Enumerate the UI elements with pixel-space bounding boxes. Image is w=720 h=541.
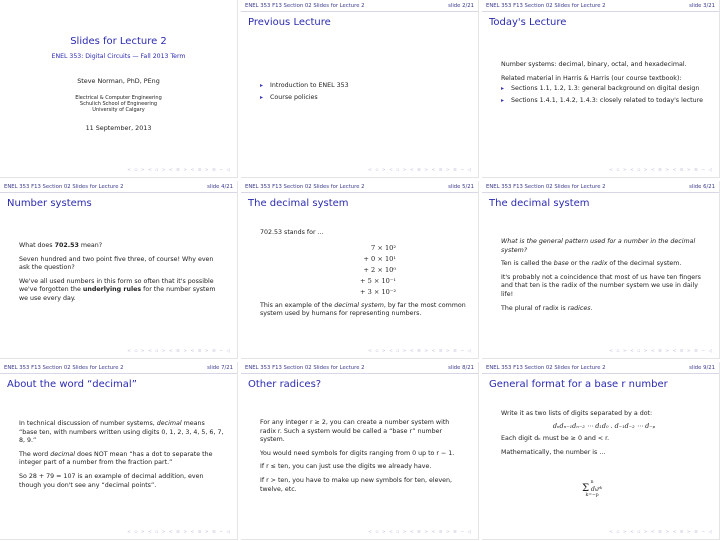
equation-term: + 3 × 10⁻² (359, 287, 396, 296)
header-page: slide 7/21 (207, 365, 233, 371)
header-page: slide 6/21 (689, 184, 715, 190)
slide-3 (482, 0, 720, 178)
slide-5 (241, 181, 479, 359)
paragraph: Related material in Harris & Harris (our course textbook): (501, 74, 682, 82)
sum-lower-limit: k=−p (585, 493, 599, 498)
equation-term: + 0 × 10¹ (363, 254, 396, 263)
slide-body (501, 238, 707, 318)
paragraph: We've all used numbers in this form so often that it's possible we've forgotten the underlying rules for the number system we use every day. (19, 277, 216, 302)
slide-title: Other radices? (248, 379, 322, 390)
slide-body (501, 410, 707, 462)
header-course: ENEL 353 F13 Section 02 Slides for Lecture 2 (245, 3, 365, 9)
paragraph: If r ≤ ten, you can just use the digits we already have. (260, 463, 432, 471)
slide-header (482, 362, 719, 374)
header-course: ENEL 353 F13 Section 02 Slides for Lecture 2 (4, 365, 124, 371)
affiliation-school: Schulich School of Engineering (79, 101, 158, 107)
header-page: slide 5/21 (448, 184, 474, 190)
slide-body (260, 82, 466, 105)
paragraph: For any integer r ≥ 2, you can create a number system with radix r. Such a system would be called a “base r” number system. (260, 419, 450, 444)
slide-header (241, 181, 478, 193)
slide-body (19, 242, 225, 309)
slide-7 (0, 362, 238, 540)
paragraph: Write it as two lists of digits separated by a dot: (501, 410, 653, 417)
course-subtitle: ENEL 353: Digital Circuits — Fall 2013 Term (51, 53, 186, 60)
paragraph: It's probably not a coincidence that most of us have ten fingers and that ten is the radix of the number system we use in daily life! (501, 273, 701, 298)
slide-header (241, 0, 478, 12)
bullet-item: ▸ Course policies (260, 94, 466, 103)
nav-controls[interactable]: < ▫ > < ▫ > < ≡ > < ≡ > ≡ ∽ ◁ (609, 349, 713, 354)
sum-upper-limit: n (590, 480, 594, 485)
bullet-item: ▸ Introduction to ENEL 353 (260, 82, 466, 91)
paragraph: If r > ten, you have to make up new symbols for ten, eleven, twelve, etc. (260, 476, 453, 493)
expansion-equation (260, 243, 466, 298)
summation-formula (582, 480, 602, 499)
lecture-title: Slides for Lecture 2 (70, 36, 167, 47)
sum-expression: Σ dₖrᵏ (582, 483, 603, 494)
paragraph: Ten is called the base or the radix of the decimal system. (501, 260, 682, 268)
header-course: ENEL 353 F13 Section 02 Slides for Lecture 2 (486, 365, 606, 371)
paragraph: What does 702.53 mean? (19, 242, 103, 249)
paragraph: Mathematically, the number is ... (501, 448, 606, 456)
slide-title: About the word “decimal” (7, 379, 137, 390)
slide-9 (482, 362, 720, 540)
paragraph: This an example of the decimal system, by far the most common system used by humans for representing numbers. (260, 301, 466, 318)
slide-2 (241, 0, 479, 178)
header-page: slide 8/21 (448, 365, 474, 371)
header-course: ENEL 353 F13 Section 02 Slides for Lecture 2 (486, 184, 606, 190)
nav-controls[interactable]: < ▫ > < ▫ > < ≡ > < ≡ > ≡ ∽ ◁ (609, 530, 713, 535)
paragraph: Number systems: decimal, binary, octal, and hexadecimal. (501, 61, 687, 68)
slide-header (0, 181, 237, 193)
affiliation-dept: Electrical & Computer Engineering (75, 95, 162, 101)
author: Steve Norman, PhD, PEng (77, 77, 160, 85)
header-course: ENEL 353 F13 Section 02 Slides for Lecture 2 (486, 3, 606, 9)
slide-title: Today's Lecture (489, 17, 567, 28)
paragraph: Each digit dₖ must be ≥ 0 and < r. (501, 435, 610, 443)
nav-controls[interactable]: < ▫ > < ▫ > < ≡ > < ≡ > ≡ ∽ ◁ (127, 168, 231, 173)
slide-header (241, 362, 478, 374)
slide-header (482, 181, 719, 193)
nav-controls[interactable]: < ▫ > < ▫ > < ≡ > < ≡ > ≡ ∽ ◁ (368, 349, 472, 354)
paragraph: What is the general pattern used for a number in the decimal system? (501, 238, 696, 254)
header-page: slide 3/21 (689, 3, 715, 9)
header-page: slide 9/21 (689, 365, 715, 371)
slide-body (260, 229, 466, 324)
slide-header (482, 0, 719, 12)
digit-format: dₙdₙ₋₁dₙ₋₂ ⋯ d₁d₀ . d₋₁d₋₂ ⋯ d₋ₚ (552, 421, 656, 430)
paragraph: In technical discussion of number systems, decimal means “base ten, with numbers written using digits 0, 1, 2, 3, 4, 5, 6, 7, 8, 9.” (19, 420, 224, 445)
header-course: ENEL 353 F13 Section 02 Slides for Lecture 2 (245, 184, 365, 190)
slide-body (19, 420, 225, 495)
slide-body (501, 61, 707, 108)
nav-controls[interactable]: < ▫ > < ▫ > < ≡ > < ≡ > ≡ ∽ ◁ (368, 530, 472, 535)
nav-controls[interactable]: < ▫ > < ▫ > < ≡ > < ≡ > ≡ ∽ ◁ (368, 168, 472, 173)
affiliation (0, 95, 237, 113)
slide-title: The decimal system (489, 198, 590, 209)
equation-term: 7 × 10² (371, 243, 396, 252)
slide-header (0, 362, 237, 374)
nav-controls[interactable]: < ▫ > < ▫ > < ≡ > < ≡ > ≡ ∽ ◁ (127, 349, 231, 354)
slide-body (260, 419, 466, 499)
equation-term: + 2 × 10⁰ (363, 265, 396, 274)
lecture-date: 11 September, 2013 (85, 124, 152, 132)
header-page: slide 2/21 (448, 3, 474, 9)
slide-title: Number systems (7, 198, 92, 209)
nav-controls[interactable]: < ▫ > < ▫ > < ≡ > < ≡ > ≡ ∽ ◁ (609, 168, 713, 173)
nav-controls[interactable]: < ▫ > < ▫ > < ≡ > < ≡ > ≡ ∽ ◁ (127, 530, 231, 535)
paragraph: The word decimal does NOT mean “has a dot to separate the integer part of a number from the fraction part.” (19, 450, 213, 467)
slide-4 (0, 181, 238, 359)
header-page: slide 4/21 (207, 184, 233, 190)
slide-title: The decimal system (248, 198, 349, 209)
slide-title: General format for a base r number (489, 379, 668, 390)
header-course: ENEL 353 F13 Section 02 Slides for Lecture 2 (4, 184, 124, 190)
slide-8 (241, 362, 479, 540)
paragraph: 702.53 stands for ... (260, 229, 324, 236)
affiliation-university: University of Calgary (92, 107, 145, 113)
slide-6 (482, 181, 720, 359)
slide-title: Previous Lecture (248, 17, 331, 28)
bullet-item: ▸ Sections 1.4.1, 1.4.2, 1.4.3: closely related to today's lecture (501, 97, 707, 106)
paragraph: So 28 + 79 = 107 is an example of decimal addition, even though you don't see any “decimal points”. (19, 472, 204, 489)
bullet-item: ▸ Sections 1.1, 1.2, 1.3: general background on digital design (501, 85, 707, 94)
paragraph: The plural of radix is radices. (501, 304, 593, 312)
paragraph: You would need symbols for digits ranging from 0 up to r − 1. (260, 449, 455, 457)
paragraph: Seven hundred and two point five three, of course! Why even ask the question? (19, 255, 214, 272)
equation-term: + 5 × 10⁻¹ (359, 276, 396, 285)
slide-1 (0, 0, 238, 178)
header-course: ENEL 353 F13 Section 02 Slides for Lecture 2 (245, 365, 365, 371)
